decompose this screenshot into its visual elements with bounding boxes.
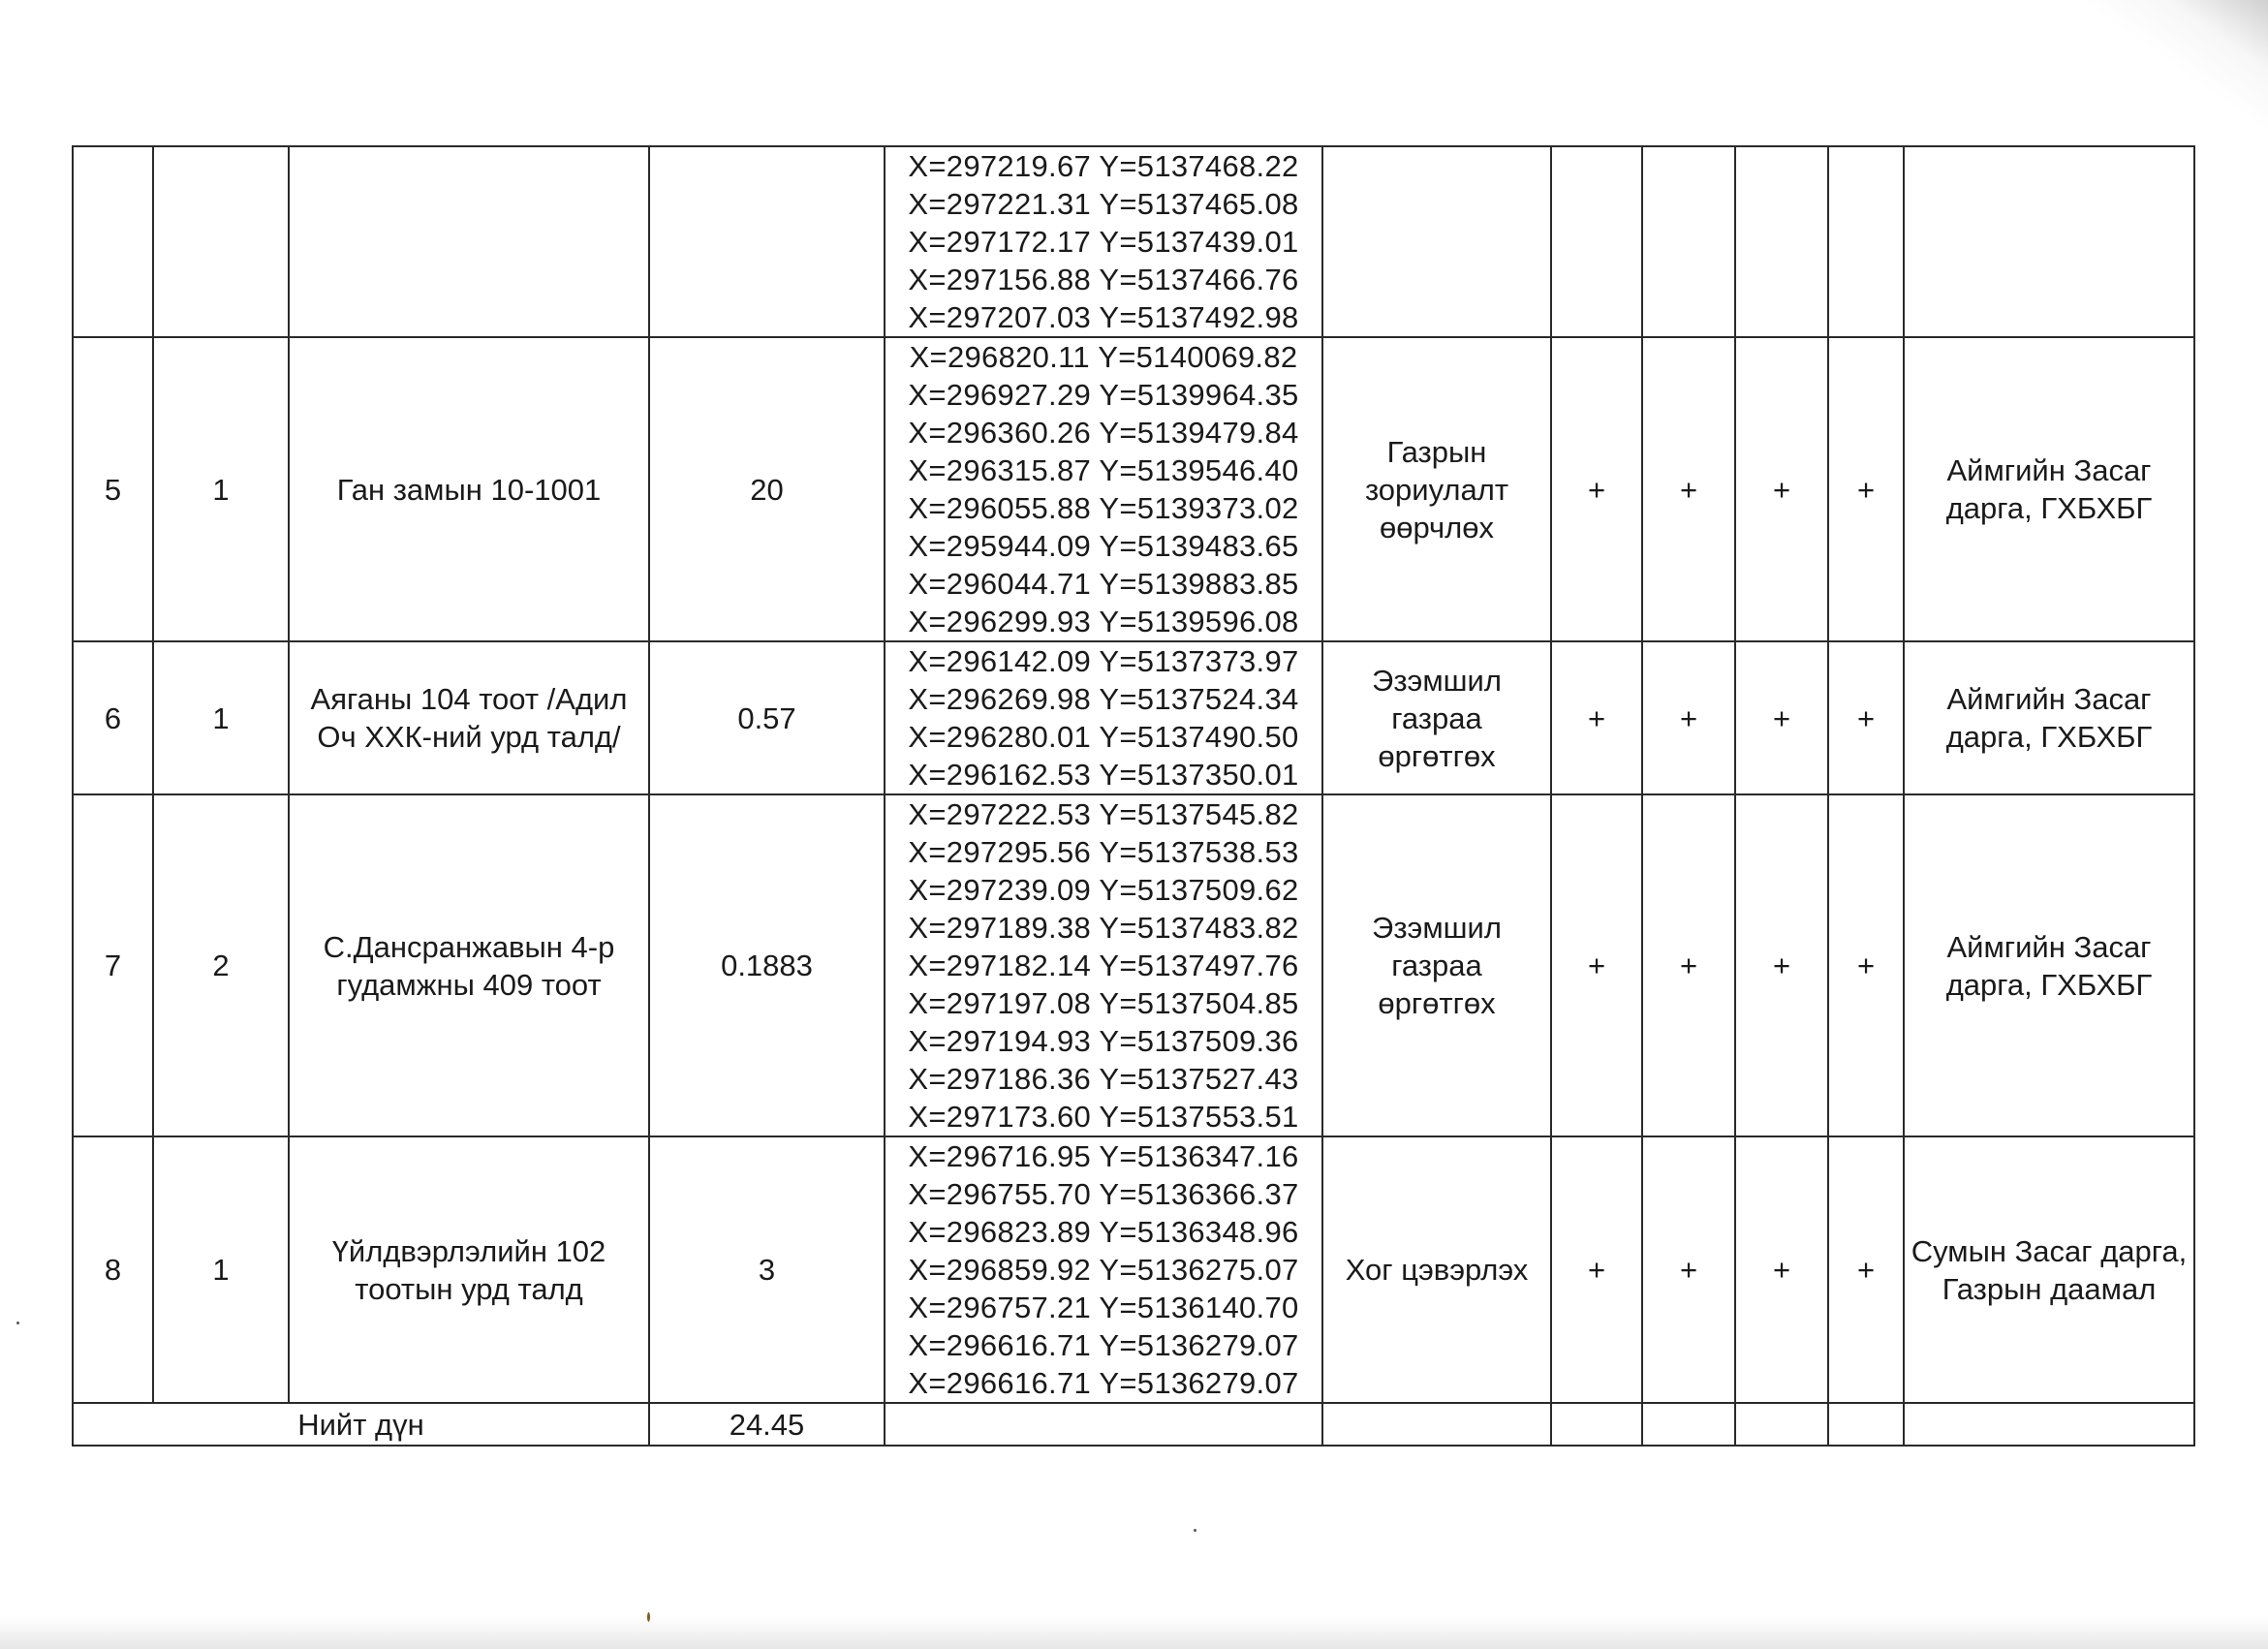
table-row xyxy=(73,641,2194,794)
total-empty-cell xyxy=(885,1403,1322,1446)
approval-cell-1 xyxy=(1551,146,1642,337)
coordinate-line: X=297222.53 Y=5137545.82 xyxy=(908,797,1299,831)
coordinate-line: X=296757.21 Y=5136140.70 xyxy=(908,1291,1299,1324)
total-empty-cell xyxy=(1322,1403,1551,1446)
approval-cell-2 xyxy=(1642,146,1735,337)
coordinate-line: X=297172.17 Y=5137439.01 xyxy=(908,225,1299,259)
coordinate-line: X=296716.95 Y=5136347.16 xyxy=(908,1139,1299,1173)
responsible-party-cell: Аймгийн Засаг дарга, ГХБХБГ xyxy=(1904,794,2194,1136)
coordinate-line: X=297219.67 Y=5137468.22 xyxy=(908,149,1299,183)
coordinate-line: X=296044.71 Y=5139883.85 xyxy=(908,567,1299,601)
row-number-cell xyxy=(73,146,153,337)
coordinate-line: X=297156.88 Y=5137466.76 xyxy=(908,263,1299,296)
row-number-cell: 8 xyxy=(73,1136,153,1403)
coordinate-line: X=297221.31 Y=5137465.08 xyxy=(908,187,1299,221)
coordinates-cell xyxy=(885,641,1322,794)
coordinate-line: X=295944.09 Y=5139483.65 xyxy=(908,529,1299,563)
parcel-count-cell: 1 xyxy=(153,337,289,641)
coordinate-line: X=297207.03 Y=5137492.98 xyxy=(908,300,1299,334)
approval-cell-2: + xyxy=(1642,337,1735,641)
parcel-count-cell: 1 xyxy=(153,641,289,794)
approval-cell-4: + xyxy=(1828,337,1904,641)
total-row xyxy=(73,1403,2194,1446)
coordinate-line: X=296280.01 Y=5137490.50 xyxy=(908,720,1299,754)
coordinate-line: X=296859.92 Y=5136275.07 xyxy=(908,1253,1299,1287)
location-cell: С.Дансранжавын 4-р гудамжны 409 тоот xyxy=(289,794,649,1136)
coordinate-line: X=296616.71 Y=5136279.07 xyxy=(908,1328,1299,1362)
coordinate-line: X=296315.87 Y=5139546.40 xyxy=(908,453,1299,487)
total-value: 24.45 xyxy=(649,1403,885,1446)
approval-cell-4: + xyxy=(1828,794,1904,1136)
total-empty-cell xyxy=(1904,1403,2194,1446)
table-row xyxy=(73,1136,2194,1403)
parcel-count-cell: 2 xyxy=(153,794,289,1136)
scan-speck xyxy=(1194,1529,1196,1532)
responsible-party-cell xyxy=(1904,146,2194,337)
parcel-count-cell xyxy=(153,146,289,337)
approval-cell-1: + xyxy=(1551,794,1642,1136)
approval-cell-4: + xyxy=(1828,1136,1904,1403)
area-cell: 3 xyxy=(649,1136,885,1403)
row-number-cell: 5 xyxy=(73,337,153,641)
approval-cell-4: + xyxy=(1828,641,1904,794)
land-allocation-table xyxy=(72,145,2195,1447)
row-number-cell: 6 xyxy=(73,641,153,794)
approval-cell-2: + xyxy=(1642,1136,1735,1403)
purpose-cell xyxy=(1322,146,1551,337)
coordinates-cell xyxy=(885,337,1322,641)
location-cell: Ган замын 10-1001 xyxy=(289,337,649,641)
approval-cell-2: + xyxy=(1642,794,1735,1136)
responsible-party-cell: Сумын Засаг дарга, Газрын даамал xyxy=(1904,1136,2194,1403)
table-body xyxy=(73,146,2194,1446)
coordinate-line: X=296823.89 Y=5136348.96 xyxy=(908,1215,1299,1249)
coordinates-cell xyxy=(885,1136,1322,1403)
approval-cell-1: + xyxy=(1551,641,1642,794)
purpose-cell: Эзэмшил газраа өргөтгөх xyxy=(1322,641,1551,794)
area-cell: 0.57 xyxy=(649,641,885,794)
table-row xyxy=(73,794,2194,1136)
area-cell xyxy=(649,146,885,337)
coordinate-line: X=296162.53 Y=5137350.01 xyxy=(908,758,1299,792)
table-row xyxy=(73,337,2194,641)
approval-cell-3 xyxy=(1735,146,1828,337)
area-cell: 20 xyxy=(649,337,885,641)
coordinate-line: X=296927.29 Y=5139964.35 xyxy=(908,378,1299,412)
scan-speck xyxy=(16,1322,19,1324)
coordinate-line: X=297295.56 Y=5137538.53 xyxy=(908,835,1299,869)
responsible-party-cell: Аймгийн Засаг дарга, ГХБХБГ xyxy=(1904,337,2194,641)
coordinates-cell xyxy=(885,794,1322,1136)
approval-cell-3: + xyxy=(1735,794,1828,1136)
coordinate-line: X=296755.70 Y=5136366.37 xyxy=(908,1177,1299,1211)
parcel-count-cell: 1 xyxy=(153,1136,289,1403)
approval-cell-1: + xyxy=(1551,1136,1642,1403)
coordinate-line: X=297173.60 Y=5137553.51 xyxy=(908,1100,1299,1134)
approval-cell-1: + xyxy=(1551,337,1642,641)
coordinate-line: X=296820.11 Y=5140069.82 xyxy=(909,340,1298,374)
coordinate-line: X=297194.93 Y=5137509.36 xyxy=(908,1024,1299,1058)
purpose-cell: Газрын зориулалт өөрчлөх xyxy=(1322,337,1551,641)
table-row xyxy=(73,146,2194,337)
total-empty-cell xyxy=(1735,1403,1828,1446)
scan-speck xyxy=(647,1612,650,1622)
location-cell: Аяганы 104 тоот /Адил Оч ХХК-ний урд талд/ xyxy=(289,641,649,794)
approval-cell-2: + xyxy=(1642,641,1735,794)
coordinate-line: X=297189.38 Y=5137483.82 xyxy=(908,911,1299,945)
approval-cell-3: + xyxy=(1735,1136,1828,1403)
location-cell xyxy=(289,146,649,337)
total-label: Нийт дүн xyxy=(73,1403,649,1446)
coordinate-line: X=296055.88 Y=5139373.02 xyxy=(908,491,1299,525)
total-empty-cell xyxy=(1642,1403,1735,1446)
scan-bottom-edge xyxy=(0,1616,2268,1649)
responsible-party-cell: Аймгийн Засаг дарга, ГХБХБГ xyxy=(1904,641,2194,794)
total-empty-cell xyxy=(1828,1403,1904,1446)
coordinate-line: X=296269.98 Y=5137524.34 xyxy=(908,682,1299,716)
total-empty-cell xyxy=(1551,1403,1642,1446)
coordinate-line: X=297182.14 Y=5137497.76 xyxy=(908,949,1299,982)
purpose-cell: Хог цэвэрлэх xyxy=(1322,1136,1551,1403)
row-number-cell: 7 xyxy=(73,794,153,1136)
coordinate-line: X=297197.08 Y=5137504.85 xyxy=(908,986,1299,1020)
coordinate-line: X=297186.36 Y=5137527.43 xyxy=(908,1062,1299,1096)
coordinate-line: X=296360.26 Y=5139479.84 xyxy=(908,416,1299,450)
coordinate-line: X=296142.09 Y=5137373.97 xyxy=(908,644,1299,678)
area-cell: 0.1883 xyxy=(649,794,885,1136)
purpose-cell: Эзэмшил газраа өргөтгөх xyxy=(1322,794,1551,1136)
coordinate-line: X=296299.93 Y=5139596.08 xyxy=(908,605,1299,638)
coordinate-line: X=297239.09 Y=5137509.62 xyxy=(908,873,1299,907)
coordinate-line: X=296616.71 Y=5136279.07 xyxy=(908,1366,1299,1400)
location-cell: Үйлдвэрлэлийн 102 тоотын урд талд xyxy=(289,1136,649,1403)
coordinates-cell xyxy=(885,146,1322,337)
approval-cell-3: + xyxy=(1735,641,1828,794)
approval-cell-4 xyxy=(1828,146,1904,337)
approval-cell-3: + xyxy=(1735,337,1828,641)
